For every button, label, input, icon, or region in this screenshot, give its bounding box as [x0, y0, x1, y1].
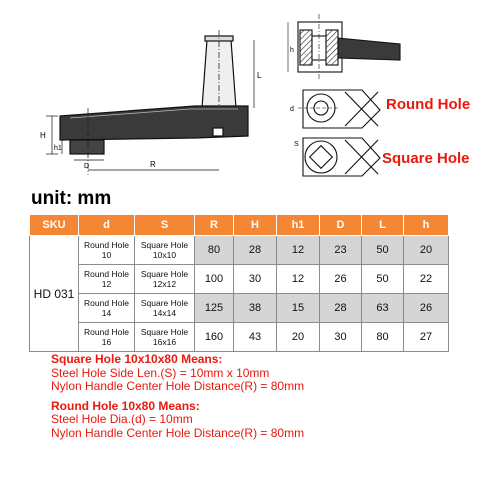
unit-label: unit: mm	[31, 188, 112, 209]
cell-D: 23	[320, 236, 362, 265]
square-note-heading: Square Hole 10x10x80 Means:	[51, 352, 223, 366]
header-D: D	[320, 215, 362, 236]
cell-s: Square Hole 16x16	[135, 323, 195, 352]
cell-H: 30	[234, 265, 277, 294]
header-R: R	[195, 215, 234, 236]
section-arm	[338, 38, 400, 60]
cell-h: 26	[404, 294, 449, 323]
cell-H: 38	[234, 294, 277, 323]
square-hole-view	[303, 138, 380, 176]
section-label-h: h	[290, 47, 294, 54]
cell-h: 20	[404, 236, 449, 265]
cell-h: 27	[404, 323, 449, 352]
cell-d: Round Hole 12	[79, 265, 135, 294]
cell-s: Square Hole 10x10	[135, 236, 195, 265]
cell-D: 28	[320, 294, 362, 323]
cell-h1: 12	[277, 265, 320, 294]
dim-label-R: R	[150, 160, 156, 169]
cell-H: 28	[234, 236, 277, 265]
dim-label-D: D	[84, 163, 90, 170]
cell-L: 50	[362, 236, 404, 265]
dim-label-H: H	[40, 131, 46, 140]
cell-L: 63	[362, 294, 404, 323]
round-hole-view	[298, 90, 380, 128]
spec-table	[29, 214, 449, 352]
cell-h1: 15	[277, 294, 320, 323]
sku-cell: HD 031	[30, 236, 79, 352]
notes	[51, 353, 304, 441]
dim-label-h1: h1	[54, 145, 62, 152]
header-h: h	[404, 215, 449, 236]
cell-h1: 20	[277, 323, 320, 352]
table-row	[30, 265, 449, 294]
header-S: S	[135, 215, 195, 236]
header-H: H	[234, 215, 277, 236]
cell-s: Square Hole 14x14	[135, 294, 195, 323]
table-row	[30, 294, 449, 323]
section-view	[288, 14, 400, 80]
cell-d: Round Hole 10	[79, 236, 135, 265]
cell-R: 125	[195, 294, 234, 323]
round-note-heading: Round Hole 10x80 Means:	[51, 398, 200, 413]
cell-L: 50	[362, 265, 404, 294]
header-sku: SKU	[30, 215, 79, 236]
cell-D: 30	[320, 323, 362, 352]
round-note-line2: Nylon Handle Center Hole Distance(R) = 80mm	[51, 425, 305, 440]
cell-h1: 12	[277, 236, 320, 265]
header-L: L	[362, 215, 404, 236]
cell-L: 80	[362, 323, 404, 352]
dim-label-d: d	[290, 106, 294, 113]
table-row	[30, 323, 449, 352]
cell-R: 160	[195, 323, 234, 352]
cell-D: 26	[320, 265, 362, 294]
header-d: d	[79, 215, 135, 236]
square-hole-callout: Square Hole	[382, 150, 470, 167]
cell-d: Round Hole 14	[79, 294, 135, 323]
cell-R: 80	[195, 236, 234, 265]
round-hole-callout: Round Hole	[386, 96, 471, 113]
cell-d: Round Hole 16	[79, 323, 135, 352]
dim-label-L: L	[257, 71, 262, 80]
cell-R: 100	[195, 265, 234, 294]
hub	[70, 140, 104, 154]
table-row	[30, 236, 449, 265]
side-view	[46, 30, 254, 175]
dim-label-S: S	[294, 141, 299, 148]
round-note-line1: Steel Hole Dia.(d) = 10mm	[51, 412, 193, 427]
cell-h: 22	[404, 265, 449, 294]
header-h1: h1	[277, 215, 320, 236]
cell-H: 43	[234, 323, 277, 352]
square-note-line1: Steel Hole Side Len.(S) = 10mm x 10mm	[51, 365, 270, 380]
cell-s: Square Hole 12x12	[135, 265, 195, 294]
table-header-row	[30, 215, 449, 236]
square-note-line2: Nylon Handle Center Hole Distance(R) = 80mm	[51, 379, 305, 394]
